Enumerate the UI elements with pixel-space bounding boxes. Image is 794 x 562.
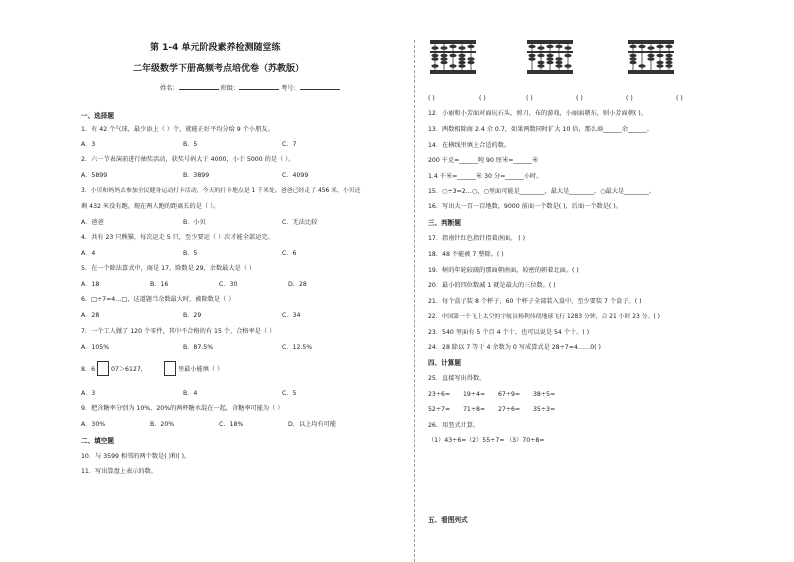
option[interactable]: A．4 [81,250,96,257]
option[interactable]: A．爸爸 [81,219,104,226]
calc-item: 67÷9= [498,391,521,398]
option[interactable]: B．16 [150,281,169,288]
section-choice-heading: 一、选择题 [81,112,114,120]
question-8-prompt: 里最小能填（ ） [178,366,224,373]
calc-item: 19÷4= [463,391,486,398]
abacus-answer-blank[interactable]: ( ) [479,95,486,102]
calc-item: 38÷5= [533,391,556,398]
abacus-image [628,40,674,74]
question-19: 19．树的年轮较疏的那面朝南面，较密的朝着北面。( ) [428,267,579,274]
option[interactable]: C．6 [282,250,297,257]
option[interactable]: B．5 [183,250,198,257]
abacus-image [527,40,573,74]
abacus-answer-blank[interactable]: ( ) [676,95,683,102]
option[interactable]: B．4 [183,390,198,397]
column-divider [414,40,415,562]
student-info-line [160,83,340,93]
option[interactable]: C．5 [282,390,297,397]
calc-item: 35÷3= [533,406,556,413]
calc-item: 52÷7= [428,406,451,413]
number-label: 考号： [281,85,300,92]
calc-item: 23÷6= [428,391,451,398]
option[interactable]: C．30 [219,281,238,288]
question-1: 1．有 42 个气球，最少添上（ ）个，就能正好平均分给 9 个小朋友。 [81,126,274,133]
question-8-inequality: 07＞6127， [111,366,147,373]
question-21: 21．每个盒子装 8 个杯子，60 个杯子全部装入盒中，至少要装 7 个盒子。( ) [428,298,642,305]
class-label: 班级： [220,85,240,92]
option[interactable]: A．30% [81,421,106,428]
question-12: 12．小丽和小芳面对面玩石头、剪刀、布的游戏，小丽面朝东，则小芳面朝( )。 [428,110,647,117]
option[interactable]: C．34 [282,312,301,319]
abacus-answer-blank[interactable]: ( ) [626,95,633,102]
option[interactable]: B．87.5% [183,344,214,351]
question-8-number: 8．6 [81,366,96,373]
question-15: 15．○÷3=2…○，○里面可能是________，最大是________，○最大是________。 [428,188,656,195]
question-10: 10．与 3599 相邻的两个数是( )和( )。 [81,453,191,460]
question-22: 22．中国第一个飞上太空的宇航员杨利伟绕地球飞行 1283 分钟，合 21 小时 23 分。( ) [428,314,660,320]
option[interactable]: C．7 [282,141,297,148]
option[interactable]: A．5899 [81,172,108,179]
option[interactable]: C．4099 [282,172,309,179]
section-picture-heading: 五、看图列式 [428,516,468,524]
option[interactable]: A．105% [81,344,110,351]
section-judge-heading: 三、判断题 [428,219,461,227]
question-3-line-2: 剩 432 米没有跑。现在两人跑的距离长的是（ ）。 [81,203,220,210]
option[interactable]: A．18 [81,281,100,288]
answer-box[interactable] [164,361,176,376]
class-blank[interactable] [239,83,279,90]
abacus-answer-blank[interactable]: ( ) [576,95,583,102]
question-26: 26．用竖式计算。 [428,422,480,429]
name-blank[interactable] [179,83,219,90]
question-14-a: 200 千克=______吨 90 厘米=______米 [428,157,539,164]
page-title: 第 1-4 单元阶段素养检测随堂练 [150,43,281,53]
vertical-calc-item: （1）43÷6= [428,437,467,444]
option[interactable]: A．3 [81,141,96,148]
option[interactable]: C．12.5% [282,344,313,351]
option[interactable]: A．28 [81,312,100,319]
option[interactable]: C．18% [219,421,244,428]
number-blank[interactable] [300,83,340,90]
option[interactable]: B．5 [183,141,198,148]
calc-item: 27÷6= [498,406,521,413]
question-16: 16．写出大一百一百地数，9000 前面一个数是( )，后面一个数是( )。 [428,203,622,210]
section-fill-heading: 二、填空题 [81,437,114,445]
question-7: 7．一个工人做了 120 个零件，其中不合格的有 15 个，合格率是（ ） [81,328,276,335]
option[interactable]: B．小贝 [183,219,206,226]
calc-item: 71÷8= [463,406,486,413]
option[interactable]: D．28 [288,281,307,288]
question-9: 9．把含糖率分别为 10%、20%的两杯糖水混在一起，含糖率可能为（ ） [81,405,284,412]
name-label: 姓名： [160,85,179,92]
question-5: 5．在一个除法算式中，商是 17，除数是 29，余数最大是（ ） [81,265,256,272]
option[interactable]: C．无法比较 [282,219,318,226]
option[interactable]: B．20% [150,421,175,428]
option[interactable]: B．29 [183,312,202,319]
abacus-image [430,40,476,74]
abacus-answer-blank[interactable]: ( ) [428,95,435,102]
answer-box[interactable] [97,361,109,376]
question-2: 2．六一节表演前进行抽奖活动，获奖号码大于 4000，小于 5000 的是（ ）。 [81,156,295,163]
question-6: 6．□÷7=4…□，这道题当余数最大时，被除数是（ ） [81,296,235,303]
option[interactable]: A．3 [81,390,96,397]
question-17: 17．指南针红色指针指着南面。 ( ) [428,235,526,242]
question-14-b: 1.4 千米=______米 30 分=______小时。 [428,173,543,180]
option[interactable]: D．以上均有可能 [288,421,337,428]
page-subtitle: 二年级数学下册高频考点培优卷（苏教版） [133,64,305,74]
question-11: 11．写出算盘上表示的数。 [81,468,157,475]
question-14: 14．在横线里填上合适的数。 [428,142,511,149]
question-23: 23．540 里面有 5 个百 4 个十，也可以说是 54 个十。( ) [428,329,590,336]
question-13: 13．两数相除商 2.4 余 0.7，如果两数同时扩大 10 倍，那么商______余______。 [428,126,653,133]
option[interactable]: B．3899 [183,172,210,179]
question-20: 20．最小的四位数减 1 就是最大的三位数。( ) [428,282,556,289]
abacus-answer-blank[interactable]: ( ) [526,95,533,102]
vertical-calc-item: （3）70÷8= [506,437,545,444]
question-25: 25．直接写出得数。 [428,375,486,382]
question-4: 4．共有 23 只熊猫，每次运走 5 只，至少要运（ ）次才能全部运完。 [81,234,274,241]
vertical-calc-item: （2）55÷7= [466,437,505,444]
question-18: 18．48 不能被 7 整除。( ) [428,251,504,258]
question-3-line-1: 3．小贝和妈妈去参加全民健身运动打卡活动，今天的打卡地点是 1 千米处。爸爸已经走了 456 米，小贝还 [81,188,361,194]
question-24: 24．28 除以 7 等于 4 余数为 0 写成算式是 28÷7=4……0( ) [428,344,601,351]
section-calc-heading: 四、计算题 [428,359,461,367]
